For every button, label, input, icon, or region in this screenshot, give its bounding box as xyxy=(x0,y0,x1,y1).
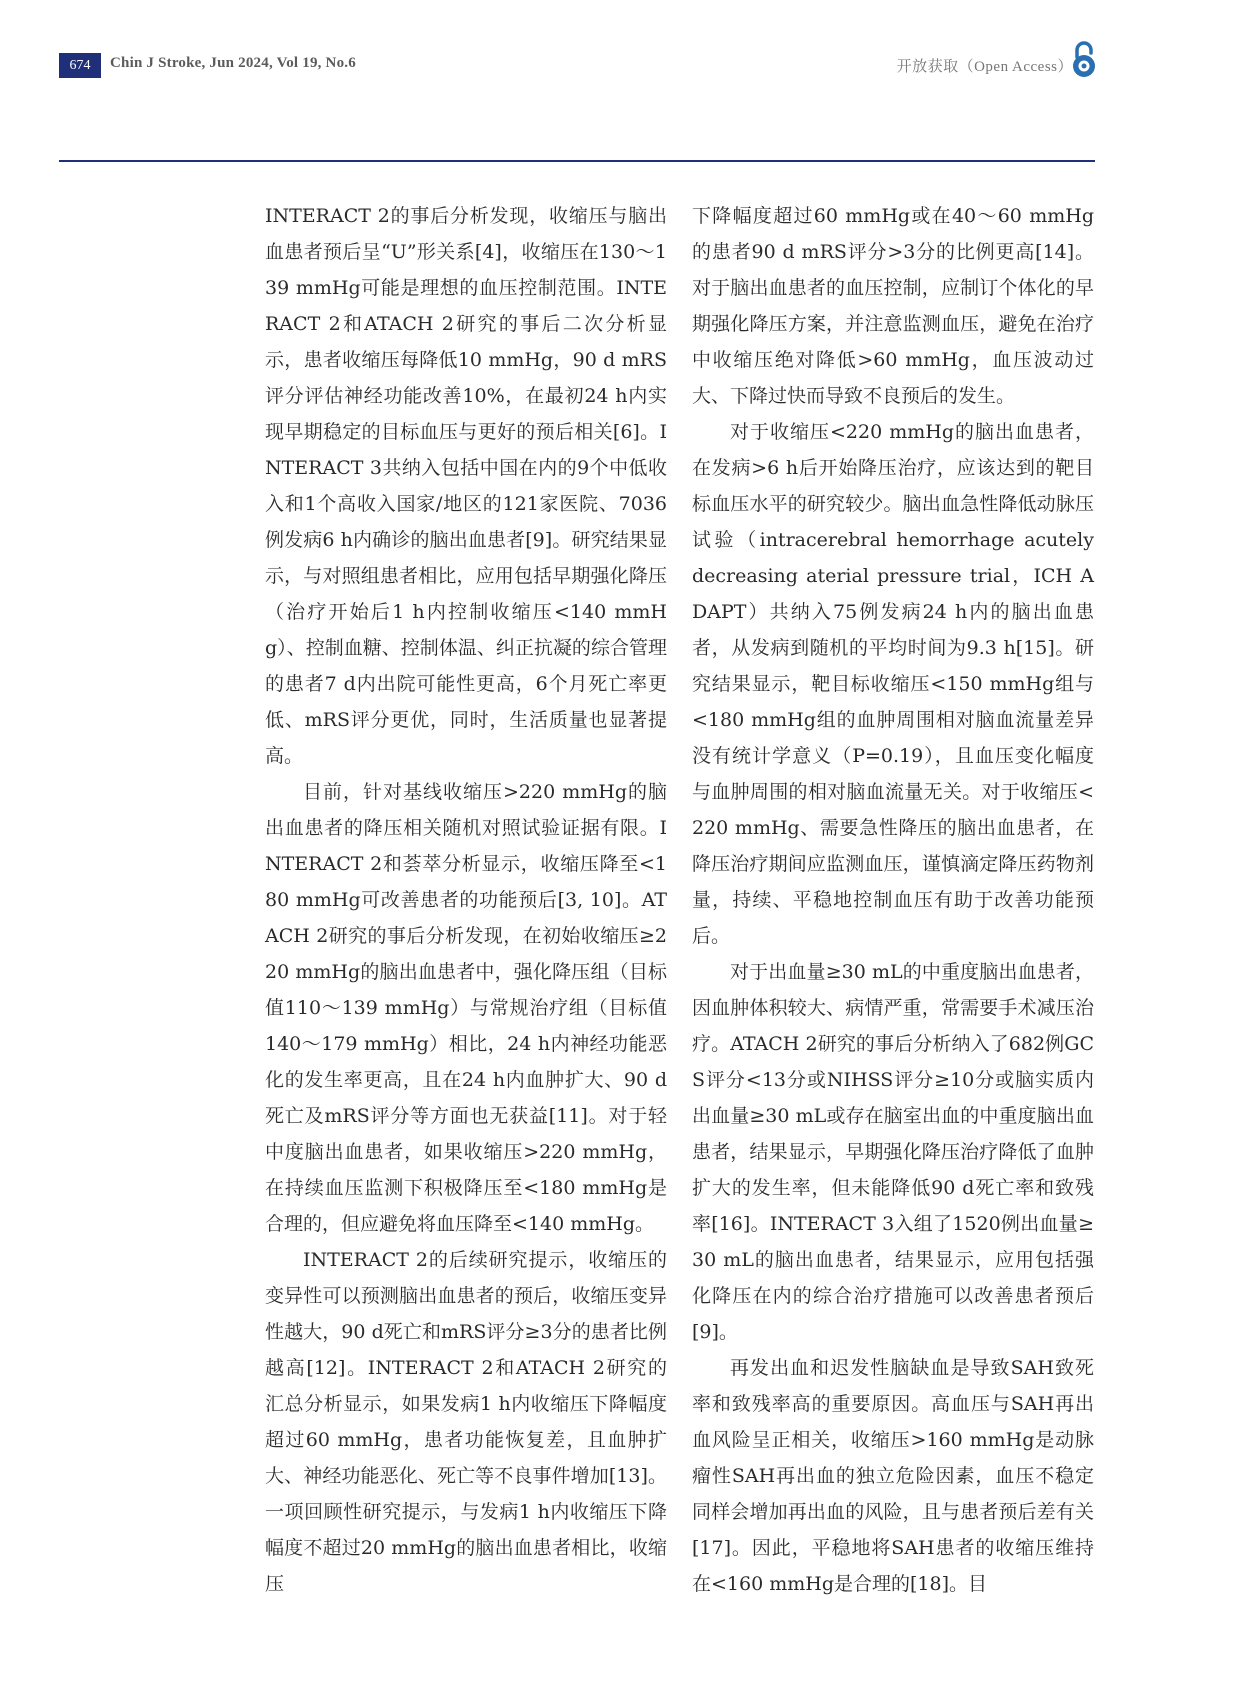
paragraph: INTERACT 2的事后分析发现，收缩压与脑出血患者预后呈“U”形关系[4]，收缩压在130～139 mmHg可能是理想的血压控制范围。INTERACT 2和ATACH 2研究的事后二次分析显示，患者收缩压每降低10 mmHg，90 d mRS评分评估神经功能改善10%，在最初24 h内实现早期稳定的目标血压与更好的预后相关[6]。INTERACT 3共纳入包括中国在内的9个中低收入和1个高收入国家/地区的121家医院、7036例发病6 h内确诊的脑出血患者[9]。研究结果显示，与对照组患者相比，应用包括早期强化降压（治疗开始后1 h内控制收缩压<140 mmHg）、控制血糖、控制体温、纠正抗凝的综合管理的患者7 d内出院可能性更高，6个月死亡率更低、mRS评分更优，同时，生活质量也显著提高。 xyxy=(265,205,667,767)
journal-citation: Chin J Stroke, Jun 2024, Vol 19, No.6 xyxy=(110,55,356,71)
paragraph: 再发出血和迟发性脑缺血是导致SAH致死率和致残率高的重要原因。高血压与SAH再出血风险呈正相关，收缩压>160 mmHg是动脉瘤性SAH再出血的独立危险因素，血压不稳定同样会增加再出血的风险，且与患者预后差有关[17]。因此，平稳地将SAH患者的收缩压维持在<160 mmHg是合理的[18]。目 xyxy=(692,1357,1094,1595)
left-column xyxy=(265,198,667,1602)
paragraph: 下降幅度超过60 mmHg或在40～60 mmHg的患者90 d mRS评分>3分的比例更高[14]。对于脑出血患者的血压控制，应制订个体化的早期强化降压方案，并注意监测血压，避免在治疗中收缩压绝对降低>60 mmHg，血压波动过大、下降过快而导致不良预后的发生。 xyxy=(692,205,1094,407)
paragraph: 对于出血量≥30 mL的中重度脑出血患者，因血肿体积较大、病情严重，常需要手术减压治疗。ATACH 2研究的事后分析纳入了682例GCS评分<13分或NIHSS评分≥10分或脑实质内出血量≥30 mL或存在脑室出血的中重度脑出血患者，结果显示，早期强化降压治疗降低了血肿扩大的发生率，但未能降低90 d死亡率和致残率[16]。INTERACT 3入组了1520例出血量≥30 mL的脑出血患者，结果显示，应用包括强化降压在内的综合治疗措施可以改善患者预后[9]。 xyxy=(692,961,1094,1343)
header-rule xyxy=(59,160,1095,162)
open-access-label: 开放获取（Open Access） xyxy=(896,59,1073,75)
open-access-lock-icon xyxy=(1069,39,1099,79)
paragraph: 目前，针对基线收缩压>220 mmHg的脑出血患者的降压相关随机对照试验证据有限。INTERACT 2和荟萃分析显示，收缩压降至<180 mmHg可改善患者的功能预后[3, 10]。ATACH 2研究的事后分析发现，在初始收缩压≥220 mmHg的脑出血患者中，强化降压组（目标值110～139 mmHg）与常规治疗组（目标值140～179 mmHg）相比，24 h内神经功能恶化的发生率更高，且在24 h内血肿扩大、90 d死亡及mRS评分等方面也无获益[11]。对于轻中度脑出血患者，如果收缩压>220 mmHg，在持续血压监测下积极降压至<180 mmHg是合理的，但应避免将血压降至<140 mmHg。 xyxy=(265,781,667,1235)
paragraph: INTERACT 2的后续研究提示，收缩压的变异性可以预测脑出血患者的预后，收缩压变异性越大，90 d死亡和mRS评分≥3分的患者比例越高[12]。INTERACT 2和ATACH 2研究的汇总分析显示，如果发病1 h内收缩压下降幅度超过60 mmHg，患者功能恢复差，且血肿扩大、神经功能恶化、死亡等不良事件增加[13]。一项回顾性研究提示，与发病1 h内收缩压下降幅度不超过20 mmHg的脑出血患者相比，收缩压 xyxy=(265,1249,667,1595)
paragraph: 对于收缩压<220 mmHg的脑出血患者，在发病>6 h后开始降压治疗，应该达到的靶目标血压水平的研究较少。脑出血急性降低动脉压试验（intracerebral hemorrhage acutely decreasing aterial pressure trial，ICH ADAPT）共纳入75例发病24 h内的脑出血患者，从发病到随机的平均时间为9.3 h[15]。研究结果显示，靶目标收缩压<150 mmHg组与<180 mmHg组的血肿周围相对脑血流量差异没有统计学意义（P=0.19），且血压变化幅度与血肿周围的相对脑血流量无关。对于收缩压<220 mmHg、需要急性降压的脑出血患者，在降压治疗期间应监测血压，谨慎滴定降压药物剂量，持续、平稳地控制血压有助于改善功能预后。 xyxy=(692,421,1094,947)
page-number: 674 xyxy=(59,53,101,78)
right-column xyxy=(692,198,1094,1602)
